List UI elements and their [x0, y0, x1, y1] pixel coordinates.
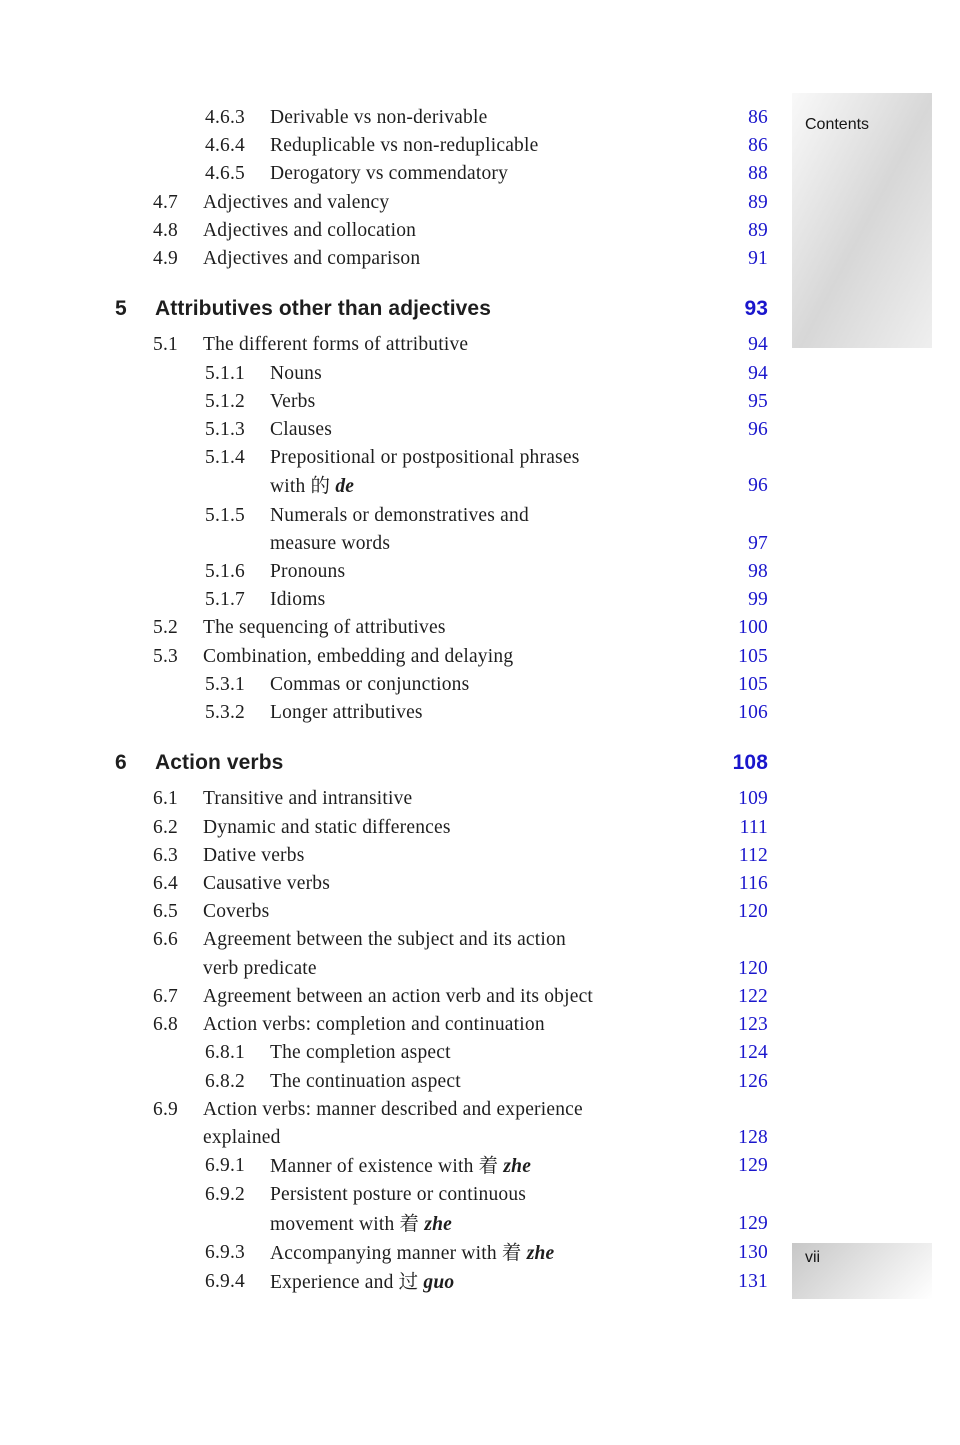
section-number: 6.6: [153, 929, 178, 951]
page-number: 106: [738, 702, 768, 724]
page-number: 96: [748, 419, 768, 441]
page-number: 120: [738, 957, 768, 979]
title-text: Agreement between the subject and its action: [203, 929, 566, 951]
toc-line: [115, 870, 768, 898]
section-number: 4.7: [153, 191, 178, 213]
page-number: 108: [732, 751, 768, 775]
entry-title: [203, 983, 704, 1011]
toc-line: [115, 1210, 768, 1239]
title-text: Longer attributives: [270, 702, 423, 724]
toc-line: [115, 1068, 768, 1096]
toc-line: [115, 189, 768, 217]
page-number: 94: [748, 362, 768, 384]
toc-entry-row: [115, 898, 768, 926]
toc-line: [115, 1039, 768, 1067]
section-number: [153, 1124, 203, 1152]
toc-chapter-row: [115, 295, 768, 323]
section-number: 6.9.1: [205, 1155, 245, 1177]
toc-line: [115, 502, 768, 530]
page-number: 109: [738, 788, 768, 810]
section-number: 4.8: [153, 219, 178, 241]
entry-title: [203, 614, 704, 642]
toc-entry-row: [115, 699, 768, 727]
section-number: 6.8: [153, 1014, 178, 1036]
toc-entry-row: [115, 104, 768, 132]
toc-line: [115, 295, 768, 323]
folio-label: vii: [805, 1249, 821, 1266]
page-number: 91: [748, 248, 768, 270]
title-text: verb predicate: [203, 957, 317, 979]
page-number: 105: [738, 645, 768, 667]
entry-title: [203, 870, 704, 898]
title-text: Dative verbs: [203, 844, 305, 866]
title-text: measure words: [270, 532, 391, 554]
toc-entry-row: [115, 132, 768, 160]
toc-entry-row: [115, 558, 768, 586]
toc-entry-row: [115, 926, 768, 982]
section-number: 4.9: [153, 248, 178, 270]
page-number: 112: [738, 844, 768, 866]
section-number: 4.6.5: [205, 163, 245, 185]
entry-title: [270, 558, 704, 586]
title-text: Numerals or demonstratives and: [270, 504, 529, 526]
toc-line: [115, 444, 768, 472]
title-text: explained: [203, 1126, 281, 1148]
entry-title: [270, 502, 704, 530]
entry-title: [203, 926, 704, 954]
entry-title: [270, 444, 704, 472]
page-number: 122: [738, 985, 768, 1007]
toc-entry-row: [115, 1152, 768, 1181]
toc-line: [115, 530, 768, 558]
title-text: Combination, embedding and delaying: [203, 645, 514, 667]
section-number: [205, 1210, 270, 1239]
title-text: Reduplicable vs non-reduplicable: [270, 135, 539, 157]
contents-header-box: [792, 93, 932, 348]
title-text: Derogatory vs commendatory: [270, 163, 509, 185]
toc-entry-row: [115, 1039, 768, 1067]
toc-entry-row: [115, 189, 768, 217]
toc-entry-row: [115, 1011, 768, 1039]
title-text: Derivable vs non-derivable: [270, 107, 488, 128]
toc-entry-row: [115, 1096, 768, 1152]
page-number: 129: [738, 1212, 768, 1234]
toc-entry-row: [115, 360, 768, 388]
title-text: with: [270, 476, 311, 498]
section-number: 6.9.4: [205, 1270, 245, 1292]
chinese-character: 着: [399, 1211, 420, 1235]
title-text: Adjectives and collocation: [203, 219, 417, 241]
entry-title: [203, 1096, 704, 1124]
toc-entry-row: [115, 671, 768, 699]
section-number: 6.1: [153, 788, 178, 810]
section-number: 5.2: [153, 617, 178, 639]
toc-line: [115, 1011, 768, 1039]
folio-footer-box: [792, 1243, 932, 1299]
section-number: 6.9.3: [205, 1241, 245, 1263]
entry-title: [270, 671, 704, 699]
entry-title: [270, 1181, 704, 1209]
section-number: [205, 530, 270, 558]
toc-line: [115, 472, 768, 501]
toc-entry-row: [115, 502, 768, 558]
entry-title: [270, 388, 704, 416]
section-number: 5.3.1: [205, 673, 245, 695]
page-number: [704, 1096, 768, 1124]
page-number: 94: [748, 334, 768, 356]
toc-entry-row: [115, 1068, 768, 1096]
page-number: 116: [738, 873, 768, 895]
toc-line: [115, 785, 768, 813]
toc-entry-row: [115, 983, 768, 1011]
entry-title: [203, 189, 704, 217]
entry-title: [270, 1268, 704, 1297]
section-number: 6: [115, 751, 127, 775]
toc-line: [115, 217, 768, 245]
section-number: 5.3: [153, 645, 178, 667]
toc-line: [115, 614, 768, 642]
section-number: [205, 472, 270, 501]
pinyin-term: guo: [423, 1271, 455, 1293]
title-text: The continuation aspect: [270, 1070, 461, 1092]
toc-line: [115, 814, 768, 842]
entry-title: [203, 1011, 704, 1039]
title-text: Attributives other than adjectives: [155, 297, 491, 321]
page-number: 97: [748, 532, 768, 554]
toc-entry-row: [115, 388, 768, 416]
entry-title: [270, 1068, 704, 1096]
chinese-character: 着: [478, 1154, 499, 1178]
section-number: 6.8.1: [205, 1042, 245, 1064]
entry-title: [155, 749, 704, 777]
section-number: 6.3: [153, 844, 178, 866]
toc-entry-row: [115, 814, 768, 842]
toc-line: [115, 331, 768, 359]
toc-entry-row: [115, 1239, 768, 1268]
toc-chapter-row: [115, 749, 768, 777]
entry-title: [203, 217, 704, 245]
toc-line: [115, 1181, 768, 1209]
toc-line: [115, 245, 768, 273]
toc-line: [115, 1268, 768, 1297]
title-text: movement with: [270, 1213, 400, 1235]
page-number: 126: [738, 1070, 768, 1092]
toc-entry-row: [115, 1181, 768, 1238]
toc-line: [115, 160, 768, 188]
entry-title: [203, 842, 704, 870]
page-number: 99: [748, 589, 768, 611]
title-text: Experience and: [270, 1271, 399, 1293]
page-number: 129: [738, 1155, 768, 1177]
page-number: 131: [738, 1270, 768, 1292]
toc-entry-row: [115, 586, 768, 614]
entry-title: [270, 1039, 704, 1067]
section-number: 5.1.7: [205, 589, 245, 611]
toc-entry-row: [115, 217, 768, 245]
toc-entry-row: [115, 643, 768, 671]
title-text: Dynamic and static differences: [203, 816, 451, 838]
entry-title: [270, 586, 704, 614]
title-text: Adjectives and comparison: [203, 248, 421, 270]
page-number: 95: [748, 390, 768, 412]
toc-line: [115, 955, 768, 983]
page-number: 123: [738, 1014, 768, 1036]
toc-line: [115, 586, 768, 614]
title-text: Prepositional or postpositional phrases: [270, 447, 580, 469]
title-text: Action verbs: completion and continuation: [203, 1014, 545, 1036]
toc-line: [115, 360, 768, 388]
toc-line: [115, 1152, 768, 1181]
title-text: The sequencing of attributives: [203, 617, 446, 639]
pinyin-term: de: [335, 476, 355, 498]
page-number: 88: [748, 163, 768, 185]
title-text: Verbs: [270, 390, 316, 412]
entry-title: [203, 955, 704, 983]
page-number: 86: [748, 135, 768, 157]
toc-line: [115, 1096, 768, 1124]
toc-line: [115, 926, 768, 954]
chinese-character: 着: [501, 1240, 522, 1264]
section-number: 6.9: [153, 1098, 178, 1120]
page-number: 105: [738, 673, 768, 695]
entry-title: [270, 160, 704, 188]
section-number: 5.1.6: [205, 561, 245, 583]
toc-line: [115, 643, 768, 671]
page-number: [704, 1181, 768, 1209]
entry-title: [270, 1152, 704, 1181]
toc-line: [115, 104, 768, 132]
toc-entry-row: [115, 245, 768, 273]
toc-entry-row: [115, 331, 768, 359]
entry-title: [203, 331, 704, 359]
title-text: The different forms of attributive: [203, 334, 469, 356]
toc-line: [115, 388, 768, 416]
section-number: 6.7: [153, 985, 178, 1007]
title-text: Coverbs: [203, 901, 270, 923]
toc-line: [115, 132, 768, 160]
page-number: 100: [738, 617, 768, 639]
entry-title: [270, 1239, 704, 1268]
toc-line: [115, 699, 768, 727]
entry-title: [270, 472, 704, 501]
title-text: Nouns: [270, 362, 322, 384]
page-number: [704, 444, 768, 472]
title-text: Causative verbs: [203, 873, 331, 895]
section-number: 5.3.2: [205, 702, 245, 724]
entry-title: [270, 416, 704, 444]
section-number: 5: [115, 297, 127, 321]
toc-entry-row: [115, 785, 768, 813]
section-number: 6.2: [153, 816, 178, 838]
page-number: 89: [748, 219, 768, 241]
toc-line: [115, 749, 768, 777]
pinyin-term: zhe: [526, 1242, 555, 1264]
section-number: 6.5: [153, 901, 178, 923]
page-number: 96: [748, 475, 768, 497]
title-text: Clauses: [270, 419, 333, 441]
toc-line: [115, 898, 768, 926]
section-number: 6.8.2: [205, 1070, 245, 1092]
title-text: Accompanying manner with: [270, 1242, 502, 1264]
page-number: 130: [738, 1241, 768, 1263]
section-number: 5.1.3: [205, 419, 245, 441]
entry-title: [203, 814, 704, 842]
section-number: 5.1.1: [205, 362, 245, 384]
entry-title: [203, 245, 704, 273]
pinyin-term: zhe: [503, 1156, 532, 1178]
page-number: 128: [738, 1126, 768, 1148]
title-text: Adjectives and valency: [203, 191, 390, 213]
page-number: [704, 502, 768, 530]
section-number: 6.9.2: [205, 1184, 245, 1206]
entry-title: [203, 898, 704, 926]
toc-line: [115, 416, 768, 444]
toc-entry-row: [115, 870, 768, 898]
title-text: Transitive and intransitive: [203, 788, 413, 810]
section-number: [153, 955, 203, 983]
section-number: 6.4: [153, 873, 178, 895]
section-number: 5.1.2: [205, 390, 245, 412]
toc-entry-row: [115, 842, 768, 870]
toc-list: [115, 104, 768, 1297]
title-text: Pronouns: [270, 561, 346, 583]
section-number: 5.1.5: [205, 504, 245, 526]
page-number: 124: [738, 1042, 768, 1064]
title-text: Action verbs: [155, 751, 284, 775]
page-number: [704, 926, 768, 954]
entry-title: [270, 132, 704, 160]
entry-title: [270, 360, 704, 388]
title-text: Action verbs: manner described and experience: [203, 1098, 583, 1120]
entry-title: [203, 1124, 704, 1152]
section-number: 5.1.4: [205, 447, 245, 469]
page-number: 93: [744, 297, 768, 321]
toc-entry-row: [115, 614, 768, 642]
page-number: 89: [748, 191, 768, 213]
toc-line: [115, 842, 768, 870]
toc-entry-row: [115, 444, 768, 501]
toc-line: [115, 558, 768, 586]
entry-title: [155, 295, 704, 323]
page-number: 98: [748, 561, 768, 583]
section-number: 4.6.3: [205, 107, 245, 128]
title-text: The completion aspect: [270, 1042, 451, 1064]
title-text: Idioms: [270, 589, 326, 611]
entry-title: [270, 1210, 704, 1239]
entry-title: [203, 643, 704, 671]
toc-line: [115, 1124, 768, 1152]
title-text: Manner of existence with: [270, 1156, 479, 1178]
chinese-character: 过: [398, 1269, 419, 1293]
chinese-character: 的: [310, 474, 331, 498]
toc-entry-row: [115, 1268, 768, 1297]
contents-header-label: Contents: [805, 116, 870, 133]
entry-title: [270, 530, 704, 558]
page-number: 120: [738, 901, 768, 923]
toc-line: [115, 983, 768, 1011]
toc-entry-row: [115, 160, 768, 188]
page-number: 111: [739, 816, 768, 838]
title-text: Agreement between an action verb and its object: [203, 985, 594, 1007]
toc-entry-row: [115, 416, 768, 444]
entry-title: [270, 699, 704, 727]
title-text: Persistent posture or continuous: [270, 1184, 527, 1206]
toc-line: [115, 671, 768, 699]
toc-line: [115, 1239, 768, 1268]
page-number: 86: [748, 107, 768, 128]
entry-title: [203, 785, 704, 813]
section-number: 4.6.4: [205, 135, 245, 157]
entry-title: [270, 104, 704, 132]
title-text: Commas or conjunctions: [270, 673, 470, 695]
section-number: 5.1: [153, 334, 178, 356]
pinyin-term: zhe: [424, 1213, 453, 1235]
